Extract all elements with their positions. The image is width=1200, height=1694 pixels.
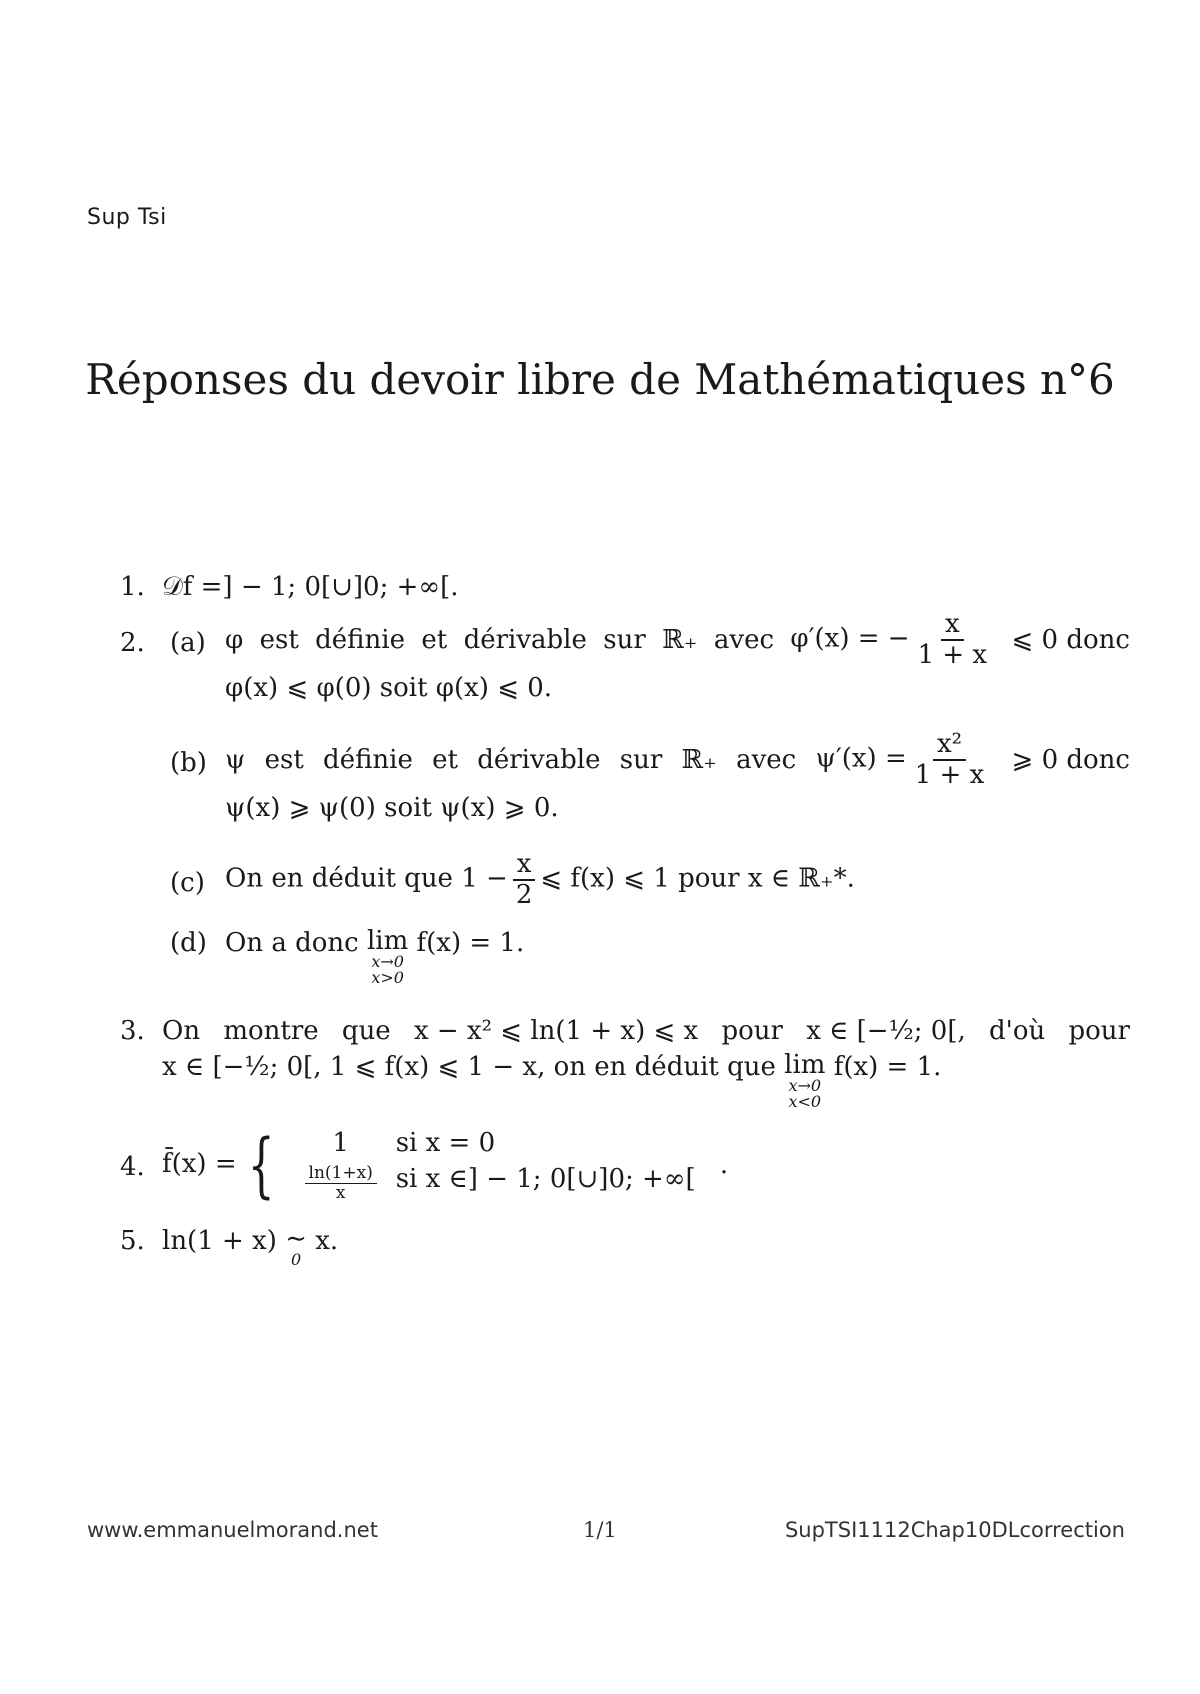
fraction: $\frac{\ln(1+x)}{x}$ [305, 1164, 377, 1202]
answer-2a-label: (a) [170, 628, 206, 658]
limit: lim x→0 x>0 [366, 926, 409, 987]
answer-4-number: 4. [120, 1152, 145, 1182]
answer-2b-line1: ψ est définie et dérivable sur ℝ₊ avec ψ′(x) = $\frac{\text{x²}}{1 + x}$ ⩾ 0 donc [225, 729, 1130, 790]
answer-3-number: 3. [120, 1016, 145, 1046]
answer-2d-label: (d) [170, 928, 207, 958]
fraction: $\frac{\text{x²}}{1 + x}$ [914, 729, 985, 790]
answer-2a-line2: φ(x) ⩽ φ(0) soit φ(x) ⩽ 0. [225, 673, 553, 704]
answer-1-text: 𝒟f =] − 1; 0[∪]0; +∞[. [162, 572, 459, 602]
fraction: $\frac{x}{2}$ [512, 850, 537, 909]
answer-2c-label: (c) [170, 868, 205, 898]
answer-2a-line1: φ est définie et dérivable sur ℝ₊ avec φ′(x) = − $\frac{x}{1 + x}$ ⩽ 0 donc [225, 609, 1130, 670]
answer-5-number: 5. [120, 1226, 145, 1256]
piecewise-cases: 1 si x = 0 $\frac{\ln(1+x)}{x}$ si x ∈] − 1; 0[∪]0; +∞[ [286, 1128, 696, 1202]
left-brace: { [247, 1124, 275, 1206]
limit: lim x→0 x<0 [784, 1050, 826, 1111]
footer-website: www.emmanuelmorand.net [87, 1518, 378, 1542]
footer-document-id: SupTSI1112Chap10DLcorrection [784, 1518, 1125, 1542]
answer-2b-label: (b) [170, 748, 207, 778]
answer-2b-line2: ψ(x) ⩾ ψ(0) soit ψ(x) ⩾ 0. [225, 793, 559, 824]
answer-1-number: 1. [120, 572, 145, 602]
equivalence: ∼ 0 [285, 1224, 307, 1269]
header-left: Sup Tsi [87, 205, 167, 230]
answer-2-number: 2. [120, 628, 145, 658]
fraction: $\frac{x}{1 + x}$ [917, 609, 988, 670]
answer-3-line2: x ∈ [−½; 0[, 1 ⩽ f(x) ⩽ 1 − x, on en déduit que lim x→0 x<0 f(x) = 1. [162, 1050, 942, 1111]
footer-page-number: 1/1 [583, 1518, 617, 1542]
page-title: Réponses du devoir libre de Mathématiques n°6 [85, 355, 1115, 404]
answer-3-line1: On montre que x − x² ⩽ ln(1 + x) ⩽ x pour x ∈ [−½; 0[, d'où pour [162, 1016, 1130, 1046]
